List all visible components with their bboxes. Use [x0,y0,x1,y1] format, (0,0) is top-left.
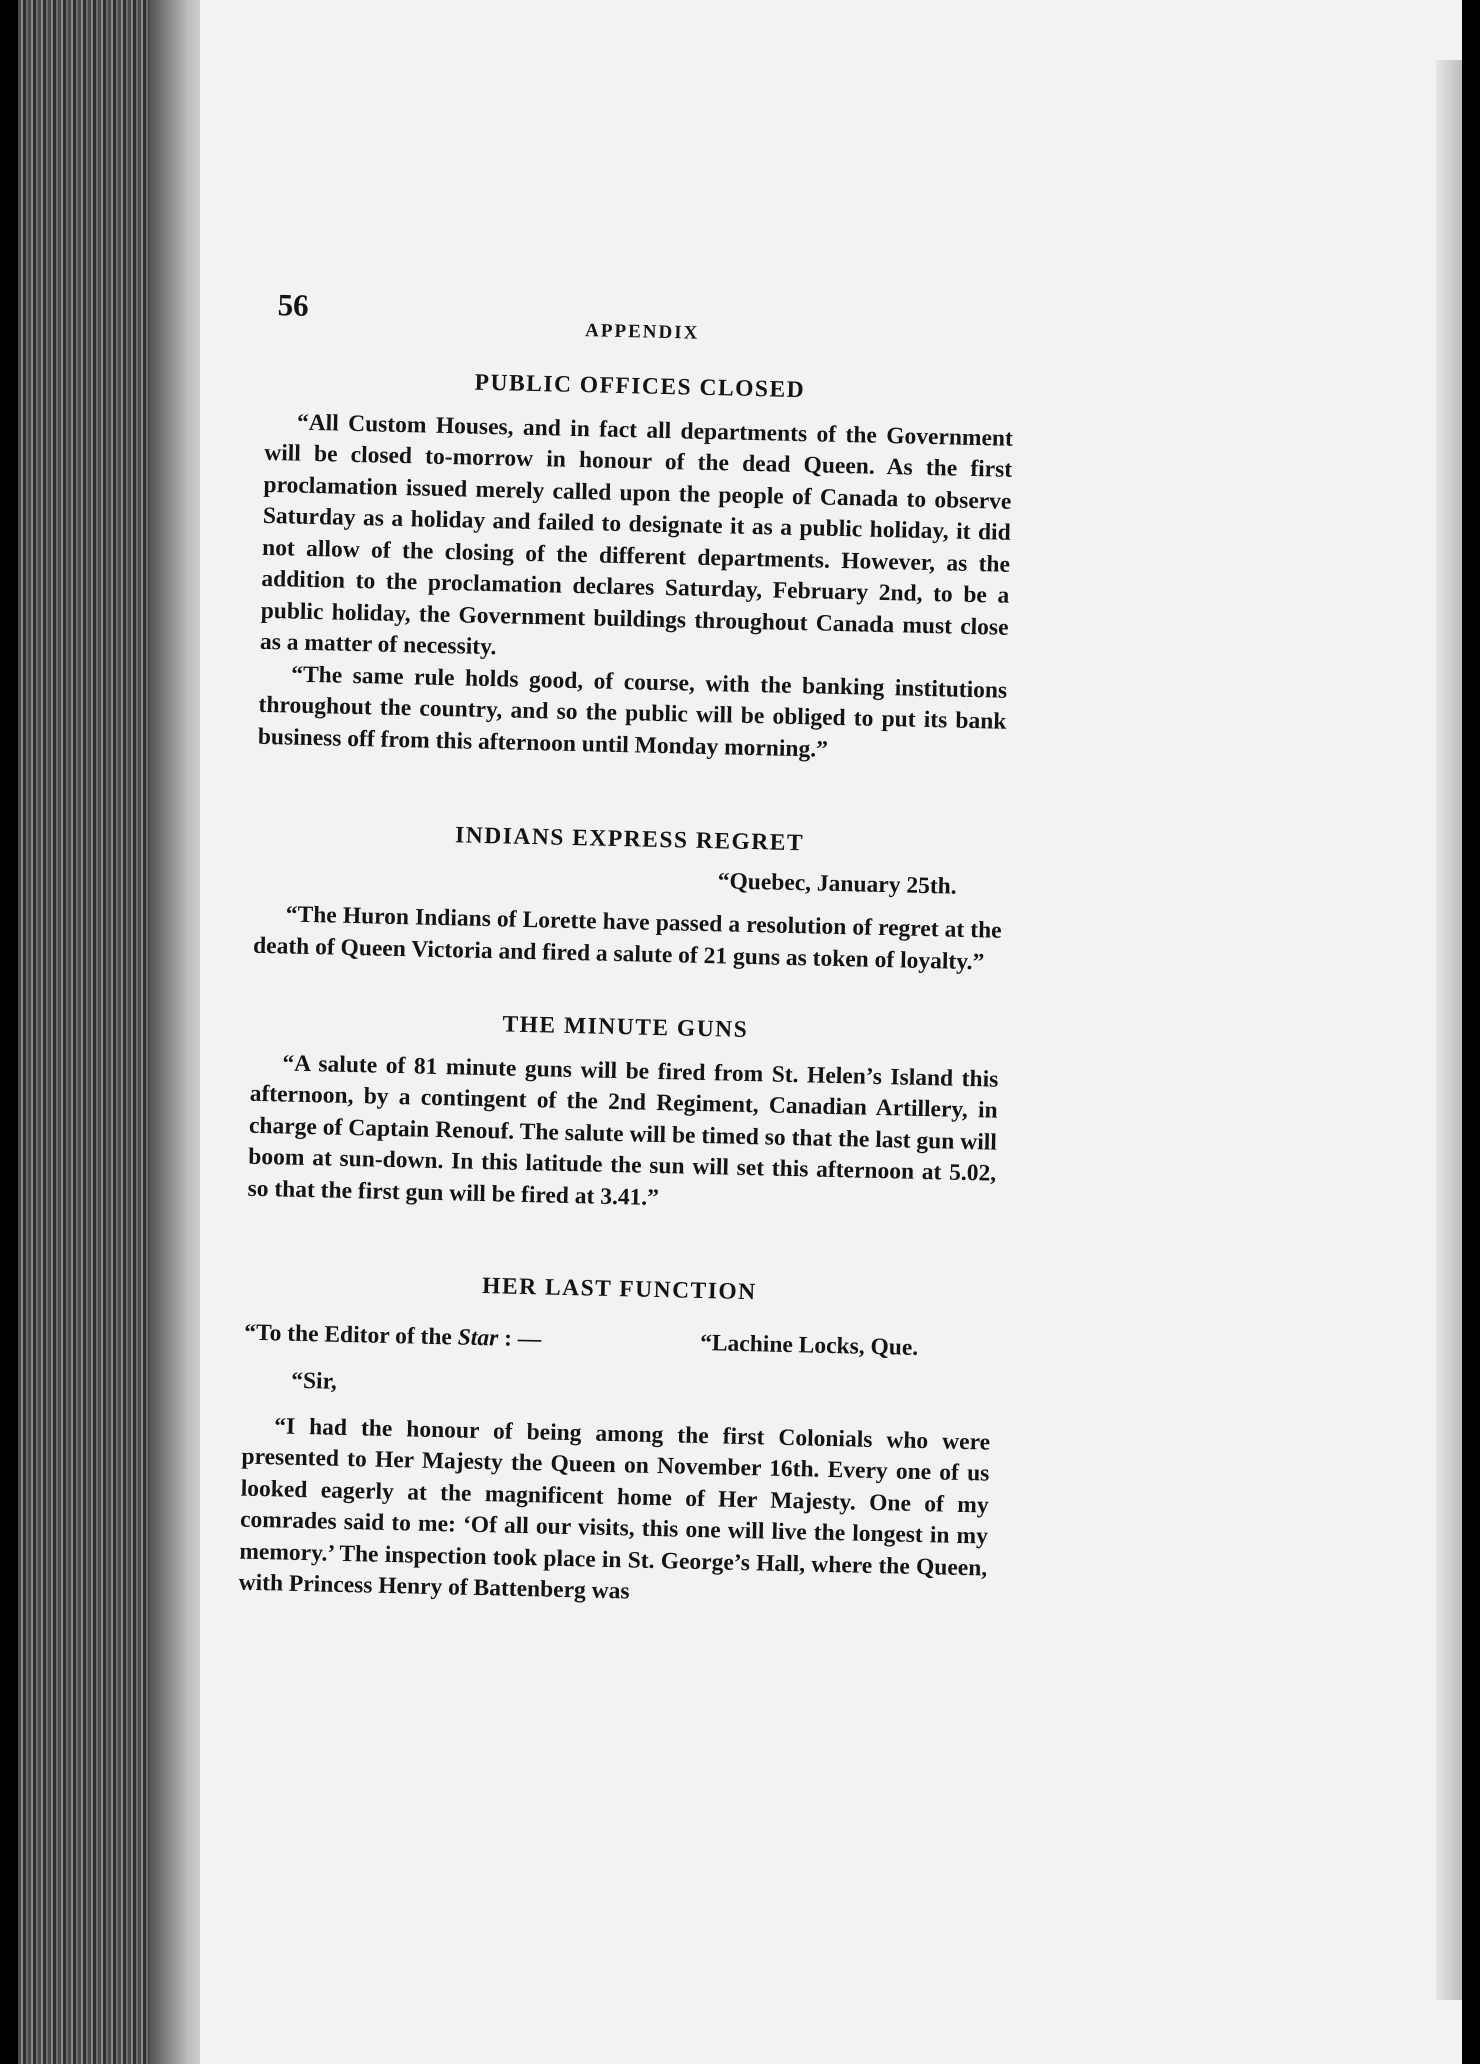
section-the-minute-guns [247,1004,999,1222]
paragraph: “A salute of 81 minute guns will be fired from St. Helen’s Island this afternoon, by a contingent of the 2nd Regiment, Canadian Artillery, in charge of Captain Renouf. The salute will be timed so that the last gun will boom at sun-down. In this latitude the sun will set this afternoon at 5.02, so that the first gun will be fired at 3.41.” [247,1049,999,1211]
section-her-last-function [238,1266,993,1616]
letter-place: “Lachine Locks, Que. [699,1329,919,1361]
paragraph: “The Huron Indians of Lorette have passed a resolution of regret at the death of Queen Victoria and fired a salute of 21 guns as token of loyalty.” [252,901,1002,975]
section-heading: INDIANS EXPRESS REGRET [454,822,805,857]
salutation: “Sir, [290,1367,338,1395]
section-public-offices-closed [258,363,1015,770]
paragraph: “All Custom Houses, and in fact all departments of the Government will be closed to-morrow in honour of the dead Queen. As the first proclamation issued merely called upon the people of Canada to observe Saturday as a holiday and failed to designate it as a public holiday, it did not allow of the closing of the different departments. However, as the addition to the proclamation declares Saturday, February 2nd, to be a public holiday, the Government buildings throughout Canada must close as a matter of necessity. [259,409,1014,661]
addressee-suffix: : — [497,1324,542,1352]
section-heading: HER LAST FUNCTION [481,1273,757,1306]
addressee [244,1317,542,1355]
addressee-prefix: “To the Editor of the [244,1319,459,1350]
paragraph: “I had the honour of being among the first Colonials who were presented to Her Majesty the Queen on November 16th. Every one of us looked eagerly at the magnificent home of Her Majesty. One of my comrades said to me: ‘Of all our visits, this one will live the longest in my memory.’ The inspection took place in St. George’s Hall, where the Queen, with Princess Henry of Battenberg was [238,1412,991,1605]
dateline: “Quebec, January 25th. [717,867,957,900]
section-heading: PUBLIC OFFICES CLOSED [474,369,806,404]
section-indians-express-regret [253,816,1004,979]
letter-header [244,1317,993,1365]
page-number: 56 [277,287,310,323]
newspaper-name: Star [457,1324,499,1351]
section-heading: THE MINUTE GUNS [502,1011,749,1044]
paragraph: “The same rule holds good, of course, with the banking institutions throughout the country, and so the public will be obliged to put its bank business off from this afternoon until Monday morning.” [257,661,1008,763]
running-head: APPENDIX [584,320,700,344]
